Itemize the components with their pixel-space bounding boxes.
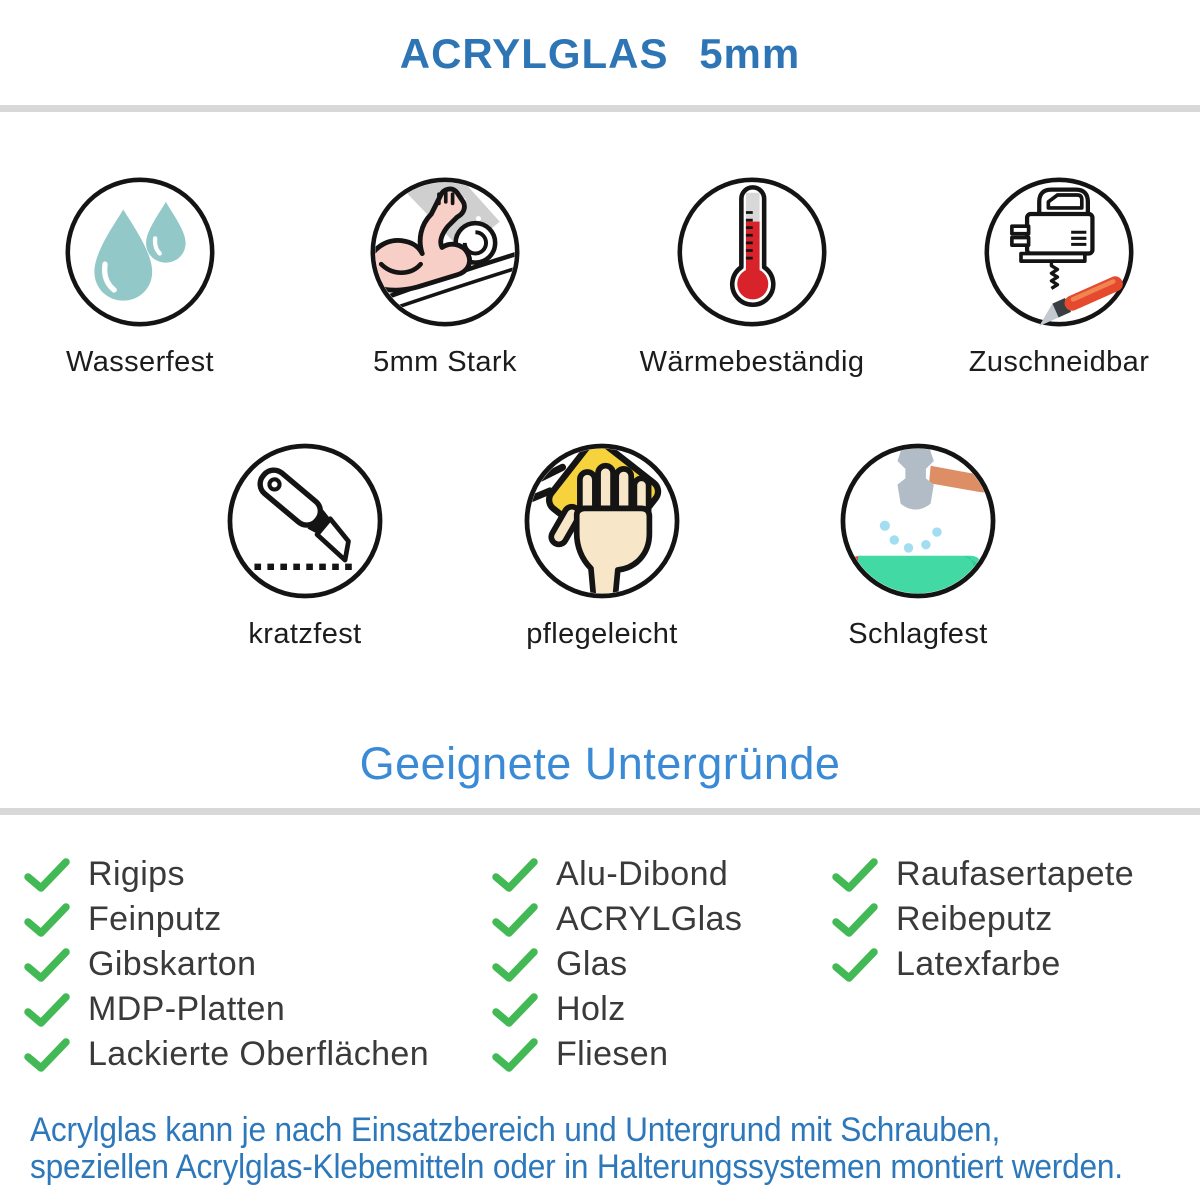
mounting-note-line-1: Acrylglas kann je nach Einsatzbereich und Untergrund mit Schrauben, bbox=[30, 1111, 1001, 1149]
surface-label: Reibeputz bbox=[896, 900, 1053, 938]
divider-middle bbox=[0, 808, 1200, 815]
check-icon bbox=[492, 993, 538, 1027]
list-item bbox=[832, 852, 1134, 897]
check-icon bbox=[832, 948, 878, 982]
feature-waterproof bbox=[10, 176, 270, 379]
check-icon bbox=[24, 903, 70, 937]
list-item bbox=[832, 942, 1134, 987]
check-icon bbox=[832, 903, 878, 937]
feature-label: Zuschneidbar bbox=[968, 346, 1150, 378]
list-item bbox=[492, 852, 742, 897]
feature-5mm-strong bbox=[315, 176, 575, 379]
feature-scratch-resistant bbox=[175, 442, 435, 651]
check-icon bbox=[24, 1038, 70, 1072]
feature-cuttable bbox=[929, 176, 1189, 379]
surface-label: ACRYLGlas bbox=[556, 900, 743, 938]
surface-label: Raufasertapete bbox=[896, 855, 1135, 893]
surface-label: Gibskarton bbox=[88, 945, 257, 983]
thermometer-icon bbox=[622, 176, 882, 328]
list-item bbox=[24, 852, 429, 897]
feature-label: pflegeleicht bbox=[526, 618, 678, 650]
utility-knife-icon bbox=[175, 442, 435, 600]
check-icon bbox=[24, 993, 70, 1027]
list-item bbox=[492, 942, 742, 987]
list-item bbox=[492, 987, 742, 1032]
feature-label: Wärmebeständig bbox=[639, 346, 865, 378]
check-icon bbox=[832, 858, 878, 892]
list-item bbox=[24, 1032, 429, 1077]
divider-top bbox=[0, 105, 1200, 112]
check-icon bbox=[492, 903, 538, 937]
feature-easy-care bbox=[472, 442, 732, 651]
feature-impact-resistant bbox=[788, 442, 1048, 651]
check-icon bbox=[24, 858, 70, 892]
list-item bbox=[492, 1032, 742, 1077]
check-icon bbox=[492, 858, 538, 892]
feature-label: Schlagfest bbox=[848, 618, 988, 650]
list-item bbox=[24, 942, 429, 987]
list-item bbox=[492, 897, 742, 942]
surface-label: Latexfarbe bbox=[896, 945, 1061, 983]
surface-label: Holz bbox=[556, 990, 626, 1028]
mounting-note bbox=[30, 1112, 1183, 1186]
surfaces-column-2 bbox=[492, 852, 742, 1077]
water-drops-icon bbox=[10, 176, 270, 328]
list-item bbox=[24, 897, 429, 942]
check-icon bbox=[492, 1038, 538, 1072]
feature-label: kratzfest bbox=[248, 618, 362, 650]
jigsaw-cutter-icon bbox=[929, 176, 1189, 328]
check-icon bbox=[492, 948, 538, 982]
section-title-suitable-surfaces: Geeignete Untergründe bbox=[359, 738, 841, 789]
surface-label: Lackierte Oberflächen bbox=[88, 1035, 430, 1073]
muscle-arm-icon bbox=[315, 176, 575, 328]
surface-label: Glas bbox=[556, 945, 628, 983]
surface-label: Alu-Dibond bbox=[556, 855, 729, 893]
feature-label: Wasserfest bbox=[66, 346, 214, 378]
surfaces-column-3 bbox=[832, 852, 1134, 987]
feature-label: 5mm Stark bbox=[373, 346, 517, 378]
surface-label: Fliesen bbox=[556, 1035, 669, 1073]
surfaces-column-1 bbox=[24, 852, 429, 1077]
feature-heat-resistant bbox=[622, 176, 882, 379]
list-item bbox=[832, 897, 1134, 942]
list-item bbox=[24, 987, 429, 1032]
surface-label: Feinputz bbox=[88, 900, 222, 938]
hammer-icon bbox=[788, 442, 1048, 600]
check-icon bbox=[24, 948, 70, 982]
cleaning-hand-icon bbox=[472, 442, 732, 600]
mounting-note-line-2: speziellen Acrylglas-Klebemitteln oder in Halterungssystemen montiert werden. bbox=[30, 1148, 1123, 1186]
surface-label: Rigips bbox=[88, 855, 185, 893]
page-title: ACRYLGLAS 5mm bbox=[399, 30, 801, 77]
surface-label: MDP-Platten bbox=[88, 990, 286, 1028]
